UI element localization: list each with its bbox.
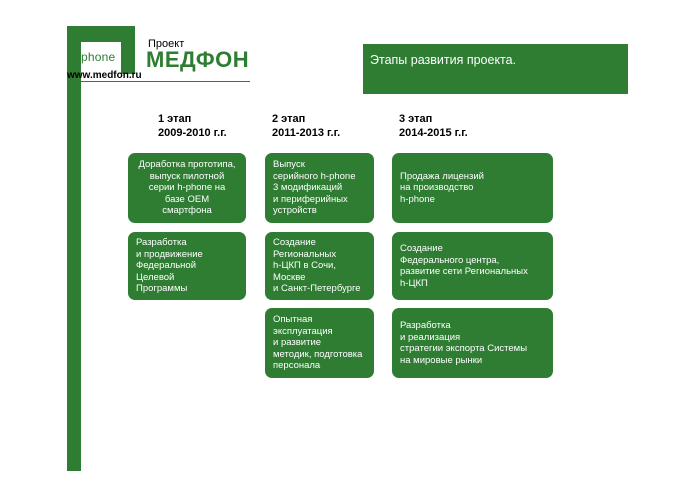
stage-2-box-1: [265, 153, 374, 223]
box-line: базе OEM: [164, 193, 210, 205]
stage-2-years: 2011-2013 г.г.: [272, 127, 341, 139]
stage-1-box-1: [128, 153, 246, 223]
box-line: 3 модификаций: [273, 182, 343, 194]
stage-2-name: 2 этап: [272, 113, 306, 125]
stage-3-box-2: [392, 232, 553, 300]
box-line: на производство: [400, 182, 474, 194]
stage-3-heading: [399, 112, 468, 140]
stage-2-heading: [272, 112, 340, 140]
box-line: развитие сети Региональных: [400, 266, 528, 277]
box-line: и Санкт-Петербурге: [273, 283, 361, 295]
logo-proekt-text: Проект: [148, 38, 185, 50]
box-line: методик, подготовка: [273, 348, 363, 360]
box-line: Программы: [136, 283, 188, 295]
logo-right-bar: [121, 26, 135, 74]
box-line: и развитие: [273, 337, 322, 349]
logo-name-text: МЕДФОН: [146, 47, 250, 72]
box-line: Опытная: [273, 314, 313, 326]
logo-url-text: www.medfon.ru: [67, 70, 142, 81]
box-line: Выпуск: [273, 159, 305, 171]
box-line: смартфона: [162, 205, 212, 217]
stage-3-box-3: [392, 308, 553, 378]
stage-3-box-1: [392, 153, 553, 223]
stage-1-years: 2009-2010 г.г.: [158, 127, 227, 139]
stage-2-box-2: [265, 232, 374, 300]
title-banner: [363, 44, 628, 94]
box-line: устройств: [273, 205, 317, 217]
box-line: персонала: [273, 360, 321, 372]
stage-2-box-3: [265, 308, 374, 378]
page-title: Этапы развития проекта.: [370, 53, 517, 67]
box-line: h-phone: [400, 193, 435, 205]
stage-1-box-2: [128, 232, 246, 300]
box-line: Целевой: [136, 271, 175, 283]
stage-3-years: 2014-2015 г.г.: [399, 127, 468, 139]
box-line: и продвижение: [136, 248, 203, 260]
stage-1-name: 1 этап: [158, 113, 192, 125]
left-accent-bar: [67, 26, 81, 471]
box-line: выпуск пилотной: [149, 170, 225, 182]
box-line: Доработка прототипа,: [138, 159, 236, 171]
box-line: серии h-phone на: [148, 182, 226, 194]
box-line: и реализация: [400, 331, 461, 343]
box-line: Продажа лицензий: [400, 170, 484, 182]
box-line: эксплуатация: [273, 325, 333, 337]
logo-phone-text: phone: [81, 50, 116, 64]
box-line: Москве: [273, 271, 306, 283]
box-line: и периферийных: [273, 193, 348, 205]
box-line: Создание: [400, 243, 443, 254]
box-line: h-ЦКП в Сочи,: [273, 260, 336, 272]
box-line: стратегии экспорта Системы: [400, 343, 528, 354]
box-line: Создание: [273, 237, 316, 249]
box-line: Федеральной: [136, 260, 197, 272]
stage-3-name: 3 этап: [399, 113, 433, 125]
box-line: Региональных: [273, 248, 337, 260]
box-line: Разработка: [400, 320, 451, 331]
logo-underline: [67, 81, 250, 82]
box-line: Разработка: [136, 237, 187, 249]
box-line: Федерального центра,: [400, 254, 500, 266]
box-line: h-ЦКП: [400, 277, 428, 289]
box-line: на мировые рынки: [400, 354, 483, 366]
box-line: серийного h-phone: [273, 170, 356, 182]
stage-1-heading: [158, 112, 227, 140]
